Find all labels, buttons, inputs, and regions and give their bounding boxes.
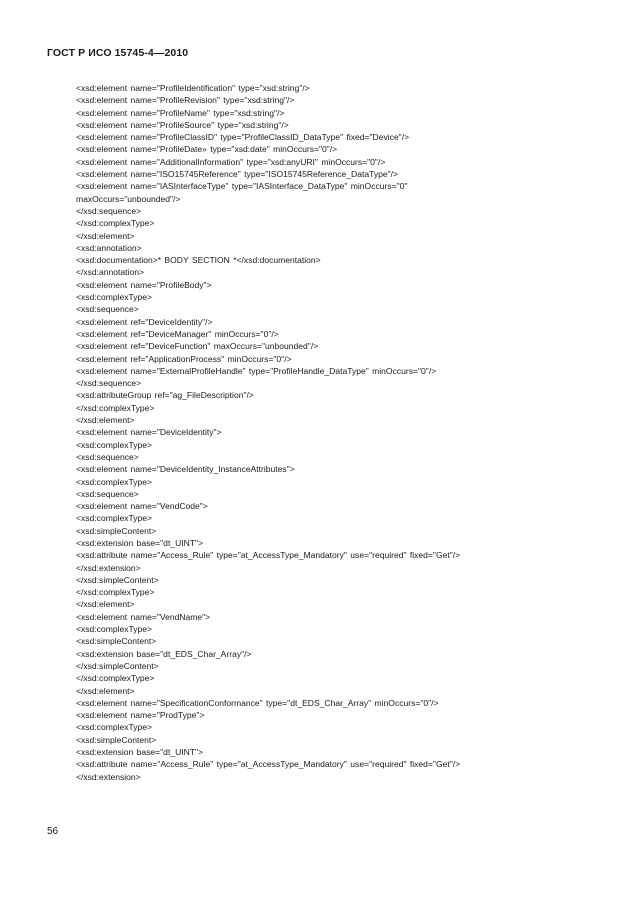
code-line: <xsd:sequence> — [76, 488, 139, 499]
code-line: <xsd:element name="ISO15745Reference" type="ISO15745Reference_DataType"/> — [76, 169, 399, 180]
code-line: </xsd:complexType> — [76, 218, 155, 229]
code-line: <xsd:attribute name="Access_Rule" type="at_AccessType_Mandatory" use="required" fixed="Get"/> — [76, 550, 461, 561]
code-line: <xsd:simpleContent> — [76, 734, 157, 745]
code-line: <xsd:element name="ProfileClassID" type="ProfileClassID_DataType" fixed="Device"/> — [76, 132, 410, 143]
code-line: <xsd:element name="ProfileName" type="xsd:string"/> — [76, 107, 285, 118]
code-line: <xsd:element name="IASInterfaceType" type="IASInterface_DataType" minOccurs="0" — [76, 181, 408, 192]
code-line: </xsd:extension> — [76, 771, 141, 782]
code-line: <xsd:complexType> — [76, 624, 153, 635]
code-line: <xsd:element name="VendCode"> — [76, 501, 208, 512]
code-line: <xsd:annotation> — [76, 242, 142, 253]
code-line: <xsd:element name="VendName"> — [76, 611, 211, 622]
code-line: </xsd:simpleContent> — [76, 660, 159, 671]
code-line: <xsd:extension base="dt_UINT"> — [76, 747, 204, 758]
code-line: maxOccurs="unbounded"/> — [76, 193, 181, 204]
code-line: </xsd:sequence> — [76, 205, 142, 216]
code-line: </xsd:element> — [76, 685, 135, 696]
code-line: </xsd:extension> — [76, 562, 141, 573]
code-line: <xsd:complexType> — [76, 439, 153, 450]
code-line: <xsd:attributeGroup ref="ag_FileDescription"/> — [76, 390, 254, 401]
code-line: <xsd:element ref="DeviceManager" minOccurs="0"/> — [76, 328, 279, 339]
code-line: <xsd:simpleContent> — [76, 525, 157, 536]
code-line: <xsd:element name="ProfileRevision" type="xsd:string"/> — [76, 95, 295, 106]
page-header: ГОСТ Р ИСО 15745-4—2010 — [47, 47, 189, 59]
page-number: 56 — [47, 826, 59, 837]
code-line: </xsd:complexType> — [76, 673, 155, 684]
code-line: <xsd:element ref="DeviceFunction" maxOccurs="unbounded"/> — [76, 341, 319, 352]
code-line: <xsd:element name="ProfileIdentification" type="xsd:string"/> — [76, 83, 310, 93]
code-line: </xsd:annotation> — [76, 267, 144, 278]
code-line: <xsd:complexType> — [76, 722, 153, 733]
code-line: <xsd:element name="SpecificationConformance" type="dt_EDS_Char_Array" minOccurs="0"/> — [76, 697, 439, 708]
code-line: </xsd:element> — [76, 599, 135, 610]
code-line: <xsd:element ref="DeviceIdentity"/> — [76, 316, 213, 327]
code-line: </xsd:element> — [76, 230, 135, 241]
code-line: <xsd:extension base="dt_UINT"> — [76, 537, 204, 548]
code-line: <xsd:element name="ProdType"> — [76, 710, 205, 721]
code-line: <xsd:element name="ProfileBody"> — [76, 279, 212, 290]
code-line: </xsd:simpleContent> — [76, 574, 159, 585]
code-line: <xsd:element name="DeviceIdentity"> — [76, 427, 222, 438]
code-line: <xsd:element name="ProfileDate» type="xsd:date" minOccurs="0"/> — [76, 144, 338, 155]
code-line: <xsd:complexType> — [76, 513, 153, 524]
code-line: <xsd:sequence> — [76, 451, 139, 462]
code-line: </xsd:complexType> — [76, 587, 155, 598]
code-line: </xsd:element> — [76, 415, 135, 426]
xsd-code-listing — [76, 82, 596, 783]
code-line: <xsd:element ref="ApplicationProcess" minOccurs="0"/> — [76, 353, 292, 364]
code-line: <xsd:element name="DeviceIdentity_InstanceAttributes"> — [76, 464, 295, 475]
code-line: <xsd:simpleContent> — [76, 636, 157, 647]
code-line: <xsd:complexType> — [76, 292, 153, 303]
code-line: <xsd:element name="AdditionalInformation" type="xsd:anyURI" minOccurs="0"/> — [76, 156, 386, 167]
code-line: <xsd:documentation>* BODY SECTION *</xsd:documentation> — [76, 255, 321, 266]
code-line: <xsd:element name="ExternalProfileHandle" type="ProfileHandle_DataType" minOccurs="0"/> — [76, 365, 437, 376]
code-line: <xsd:attribute name="Access_Rule" type="at_AccessType_Mandatory" use="required" fixed="Get"/> — [76, 759, 461, 770]
code-line: <xsd:extension base="dt_EDS_Char_Array"/> — [76, 648, 252, 659]
code-line: </xsd:sequence> — [76, 378, 142, 389]
code-line: <xsd:element name="ProfileSource" type="xsd:string"/> — [76, 119, 289, 130]
code-line: <xsd:complexType> — [76, 476, 153, 487]
code-line: <xsd:sequence> — [76, 304, 139, 315]
code-line: </xsd:complexType> — [76, 402, 155, 413]
